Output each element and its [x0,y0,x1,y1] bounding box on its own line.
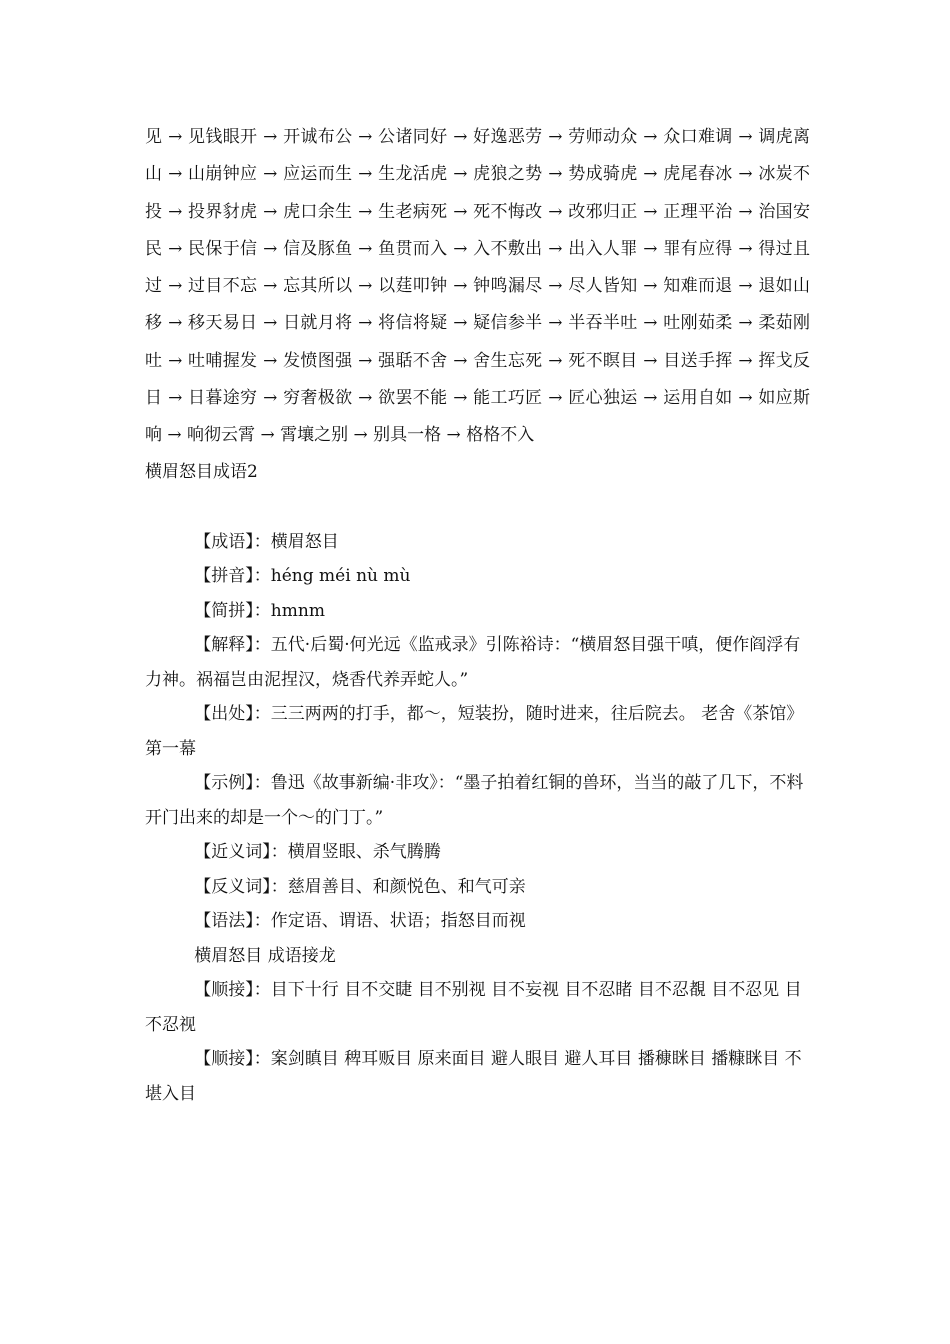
entry-source [145,697,810,766]
document-page [145,119,810,1111]
entry-label: 【顺接】： [194,1049,271,1070]
spacer [145,489,810,525]
section-title: 横眉怒目成语2 [145,461,258,482]
entry-text: 目下十行 目不交睫 目不别视 目不妄视 目不忍睹 目不忍覩 目不忍见 目不忍视 [145,980,802,1035]
entry-text: 五代·后蜀·何光远《监戒录》引陈裕诗：“横眉怒目强干嗔，便作阎浮有力神。祸福岂由泥捏汉，烧香代养弄蛇人。” [145,635,801,690]
entry-label: 【拼音】： [194,566,271,587]
entry-label: 【解释】： [194,635,271,656]
entry-label: 【近义词】： [194,842,288,863]
entry-synonyms [145,835,810,870]
entry-label: 【语法】： [194,911,271,932]
entry-explanation [145,628,810,697]
entry-abbrev [145,594,810,629]
entry-grammar [145,904,810,939]
entry-label: 【反义词】： [194,876,288,897]
entry-shunjie-1 [145,973,810,1042]
entry-label: 【顺接】： [194,980,271,1001]
entry-shunjie-2 [145,1042,810,1111]
idiom-chain-paragraph: 见 → 见钱眼开 → 开诚布公 → 公诸同好 → 好逸恶劳 → 劳师动众 → 众口难调 → 调虎离山 → 山崩钟应 → 应运而生 → 生龙活虎 → 虎狼之势 → 势成骑虎 → 虎尾春冰 → 冰炭不投 → 投界豺虎 → 虎口余生 → 生老病死 → 死不悔改 → 改邪归正 → 正理平治 → 治国安民 → 民保于信 → 信及豚鱼 → 鱼贯而入 → 入不敷出 → 出入人罪 → 罪有应得 → 得过且过 → 过目不忘 → 忘其所以 → 以莛叩钟 → 钟鸣漏尽 → 尽人皆知 → 知难而退 → 退如山移 → 移天易日 → 日就月将 → 将信将疑 → 疑信参半 → 半吞半吐 → 吐刚茹柔 → 柔茹刚吐 → 吐哺握发 → 发愤图强 → 强聒不舍 → 舍生忘死 → 死不瞑目 → 目送手挥 → 挥戈反日 → 日暮途穷 → 穷奢极欲 → 欲罢不能 → 能工巧匠 → 匠心独运 → 运用自如 → 如应斯响 → 响彻云霄 → 霄壤之别 → 别具一格 → 格格不入 [145,127,810,446]
chain-subtitle: 横眉怒目 成语接龙 [194,945,336,966]
entry-text: 慈眉善目、和颜悦色、和气可亲 [287,876,526,897]
entry-label: 【出处】： [194,704,271,725]
entry-text: héng méi nù mù [270,566,411,587]
entry-text: 案剑瞋目 稗耳贩目 原来面目 避人眼目 避人耳目 播穅眯目 播糠眯目 不堪入目 [145,1049,802,1104]
entry-pinyin [145,559,810,594]
entry-antonyms [145,870,810,905]
entry-text: 作定语、谓语、状语；指怒目而视 [270,911,526,932]
entry-text: 三三两两的打手，都～，短装扮，随时进来，往后院去。 老舍《茶馆》第一幕 [145,704,804,759]
entry-label: 【成语】： [194,531,271,552]
entry-label: 【示例】： [194,773,271,794]
entry-text: 鲁迅《故事新编·非攻》：“墨子拍着红铜的兽环，当当的敲了几下，不料开门出来的却是一个～的门丁。” [145,773,804,828]
entry-text: 横眉怒目 [270,531,339,552]
entry-text: 横眉竖眼、杀气腾腾 [287,842,441,863]
entry-label: 【简拼】： [194,600,271,621]
entry-example [145,766,810,835]
entry-text: hmnm [270,600,325,621]
entry-idiom [145,525,810,560]
